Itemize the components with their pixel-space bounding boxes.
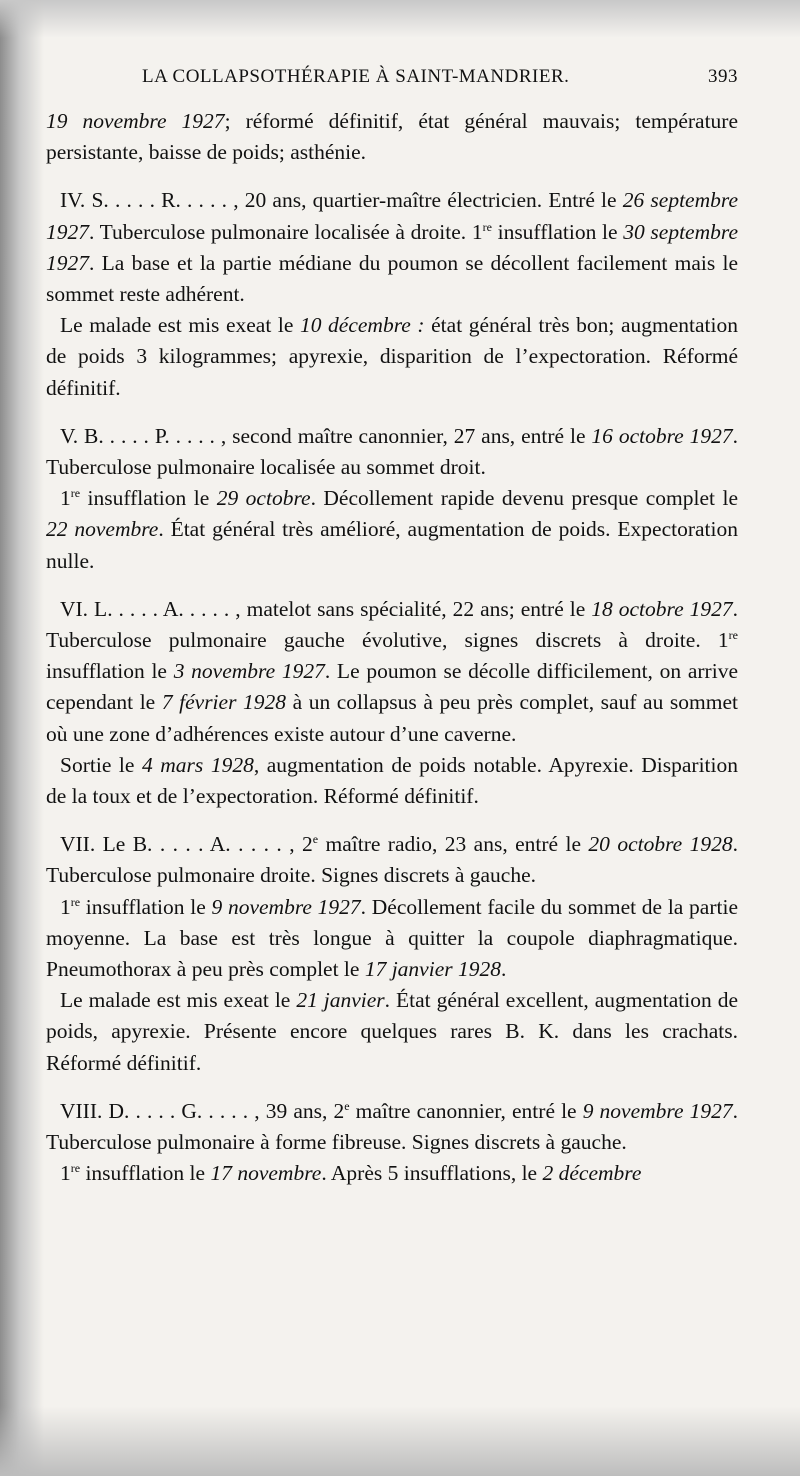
paragraph	[46, 106, 738, 168]
text-run: VI. L. . . . . A. . . . . , matelot sans spécialité, 22 ans; entré le	[60, 596, 592, 621]
scan-edge-shadow	[0, 0, 44, 1476]
text-run: IV. S. . . . . R. . . . . , 20 ans, quartier-maître électricien. Entré le	[60, 188, 623, 213]
text-run: insufflation le	[46, 659, 174, 684]
text-run: Le malade est mis exeat le	[60, 313, 300, 338]
text-run: . Tuberculose pulmonaire gauche évolutive, signes discrets à droite. 1	[46, 596, 738, 653]
paragraph	[46, 310, 738, 404]
paragraph	[46, 750, 738, 812]
italic-date: 30 septembre 1927	[46, 219, 738, 275]
body-text	[46, 106, 738, 1190]
text-run: . Décollement facile du sommet de la partie moyenne. La base est très longue à quitter la coupole diaphragmatique. Pneumothorax à peu près complet le	[46, 894, 738, 982]
paragraph	[46, 985, 738, 1079]
paragraph	[46, 1158, 738, 1189]
text-run: V. B. . . . . P. . . . . , second maître canonnier, 27 ans, entré le	[60, 423, 592, 448]
paragraph	[46, 594, 738, 750]
italic-date: 26 septembre 1927	[46, 188, 738, 244]
text-run: Le malade est mis exeat le	[60, 988, 297, 1013]
paragraph	[46, 483, 738, 577]
italic-date: 7 février 1928	[161, 690, 287, 715]
italic-date: 16 octobre 1927	[591, 423, 733, 448]
superscript: re	[70, 486, 81, 501]
text-run: . Tuberculose pulmonaire localisée au sommet droit.	[46, 423, 738, 480]
paragraph	[46, 421, 738, 483]
page-number: 393	[708, 66, 738, 87]
text-run: état général très bon; augmentation de poids 3 kilogrammes; apyrexie, disparition de l’expectoration. Réformé définitif.	[46, 313, 738, 400]
text-run: VII. Le B. . . . . A. . . . . , 2	[60, 832, 313, 857]
scan-bottom-shadow	[0, 1406, 800, 1476]
text-run: VIII. D. . . . . G. . . . . , 39 ans, 2	[60, 1098, 345, 1123]
paragraph	[46, 892, 738, 986]
text-run: insufflation le	[80, 1161, 211, 1186]
text-run: insufflation le	[491, 219, 624, 244]
italic-date: 9 novembre 1927	[582, 1098, 733, 1123]
text-run: . Le poumon se décolle difficilement, on arrive cependant le	[46, 659, 738, 715]
italic-date: 2 décembre	[542, 1161, 642, 1186]
superscript: re	[728, 627, 738, 642]
running-title: LA COLLAPSOTHÉRAPIE À SAINT-MANDRIER.	[142, 66, 570, 87]
italic-date: 20 octobre 1928	[588, 832, 733, 857]
book-page	[46, 66, 738, 1190]
superscript: re	[482, 219, 492, 234]
scan-top-shadow	[0, 0, 800, 38]
text-run: insufflation le	[80, 486, 217, 511]
text-run: à un collapsus à peu près complet, sauf au sommet où une zone d’adhérences existe autour d’une caverne.	[46, 690, 738, 746]
text-run: ; réformé définitif, état général mauvais; température persistante, baisse de poids; asthénie.	[46, 109, 739, 165]
italic-date: 3 novembre 1927	[173, 659, 325, 684]
paragraph	[46, 185, 738, 310]
superscript: re	[70, 1161, 81, 1176]
text-run: maître canonnier, entré le	[349, 1098, 583, 1123]
italic-date: 17 janvier 1928	[364, 957, 501, 982]
superscript: e	[344, 1098, 350, 1113]
text-run: . Tuberculose pulmonaire à forme fibreuse. Signes discrets à gauche.	[46, 1098, 738, 1155]
text-run: , augmentation de poids notable. Apyrexie. Disparition de la toux et de l’expectoration. Réformé définitif.	[46, 752, 738, 809]
italic-date: 29 octobre	[216, 486, 311, 511]
text-run: 1	[60, 486, 71, 511]
text-run: . Tuberculose pulmonaire droite. Signes discrets à gauche.	[46, 832, 738, 888]
italic-date: 10 décembre :	[299, 313, 425, 338]
italic-date: 17 novembre	[210, 1161, 322, 1186]
superscript: e	[312, 832, 319, 847]
text-run: 1	[60, 1161, 71, 1186]
text-run: Sortie le	[60, 752, 142, 777]
paragraph	[46, 1096, 738, 1158]
text-run: . Tuberculose pulmonaire localisée à droite. 1	[89, 219, 483, 244]
italic-date: 4 mars 1928	[141, 752, 254, 777]
italic-date: 9 novembre 1927	[211, 894, 361, 919]
italic-date: 18 octobre 1927	[591, 596, 733, 621]
text-run: . État général excellent, augmentation de poids, apyrexie. Présente encore quelques rares B. K. dans les crachats. Réformé définitif.	[46, 988, 738, 1075]
text-run: 1	[60, 894, 71, 919]
text-run: maître radio, 23 ans, entré le	[318, 832, 589, 857]
text-run: . État général très amélioré, augmentation de poids. Expectoration nulle.	[46, 517, 738, 573]
text-run: insufflation le	[80, 894, 212, 919]
superscript: re	[70, 894, 81, 909]
paragraph	[46, 829, 738, 891]
running-head	[46, 66, 738, 106]
text-run: . Décollement rapide devenu presque complet le	[310, 486, 738, 511]
text-run: . Après 5 insufflations, le	[321, 1161, 543, 1186]
italic-date: 22 novembre	[46, 517, 159, 542]
italic-date: 21 janvier	[296, 988, 385, 1013]
text-run: .	[500, 957, 507, 982]
text-run: . La base et la partie médiane du poumon se décollent facilement mais le sommet reste adhérent.	[46, 250, 738, 307]
italic-date: 19 novembre 1927	[46, 109, 225, 133]
